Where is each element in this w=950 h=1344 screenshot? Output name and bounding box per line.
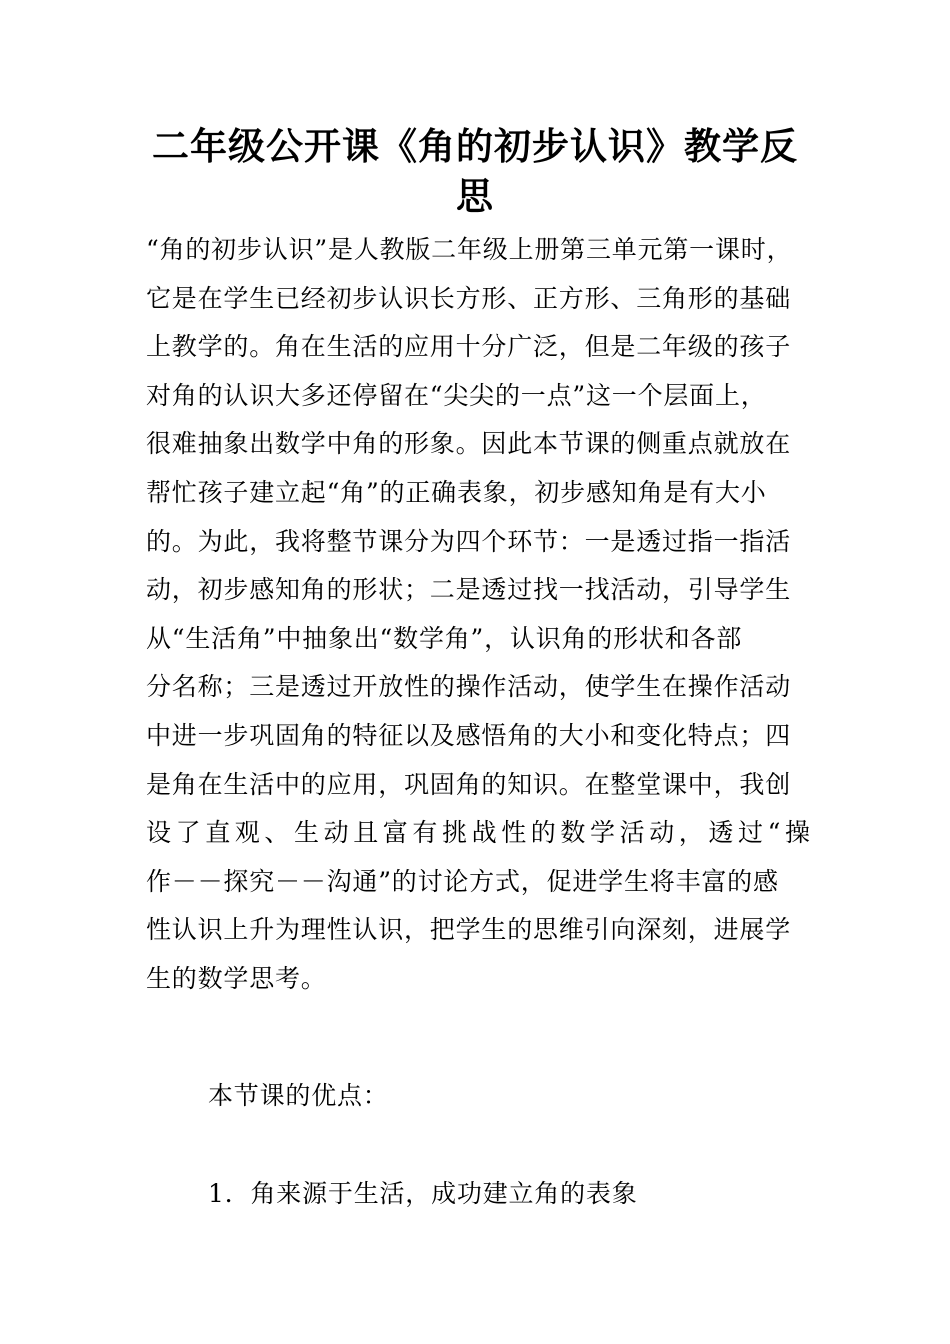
document-title xyxy=(140,122,810,222)
paragraph-line: 从“生活角”中抽象出“数学角”，认识角的形状和各部 xyxy=(146,623,743,653)
paragraph-line: “角的初步认识”是人教版二年级上册第三单元第一课时， xyxy=(146,235,793,264)
paragraph-line: 上教学的。角在生活的应用十分广泛，但是二年级的孩子 xyxy=(146,332,792,362)
paragraph-line: 对角的认识大多还停留在“尖尖的一点”这一个层面上， xyxy=(146,380,767,410)
paragraph-line: 动，初步感知角的形状；二是透过找一找活动，引导学生 xyxy=(146,575,792,605)
paragraph-line: 中进一步巩固角的特征以及感悟角的大小和变化特点；四 xyxy=(146,720,792,750)
paragraph-line: 是角在生活中的应用，巩固角的知识。在整堂课中，我创 xyxy=(146,769,792,799)
paragraph-line: 性认识上升为理性认识，把学生的思维引向深刻，进展学 xyxy=(146,915,792,945)
paragraph-line: 的。为此，我将整节课分为四个环节：一是透过指一指活 xyxy=(146,526,792,556)
paragraph-line: 生的数学思考。 xyxy=(146,963,327,993)
paragraph-line: 作－－探究－－沟通”的讨论方式，促进学生将丰富的感 xyxy=(146,866,779,896)
title-line-1: 二年级公开课《角的初步认识》教学反 xyxy=(152,125,798,168)
paragraph-line: 分名称；三是透过开放性的操作活动，使学生在操作活动 xyxy=(146,672,792,702)
list-item: 1．角来源于生活，成功建立角的表象 xyxy=(208,1179,638,1208)
body-paragraph xyxy=(146,226,815,1004)
paragraph-line: 很难抽象出数学中角的形象。因此本节课的侧重点就放在 xyxy=(146,429,792,459)
paragraph-line: 帮忙孩子建立起“角”的正确表象，初步感知角是有大小 xyxy=(146,477,767,507)
title-line-2: 思 xyxy=(456,175,494,218)
paragraph-line: 它是在学生已经初步认识长方形、正方形、三角形的基础 xyxy=(146,283,792,313)
paragraph-line: 设了直观、生动且富有挑战性的数学活动，透过“操 xyxy=(146,818,815,848)
section-subheading: 本节课的优点： xyxy=(208,1081,389,1110)
